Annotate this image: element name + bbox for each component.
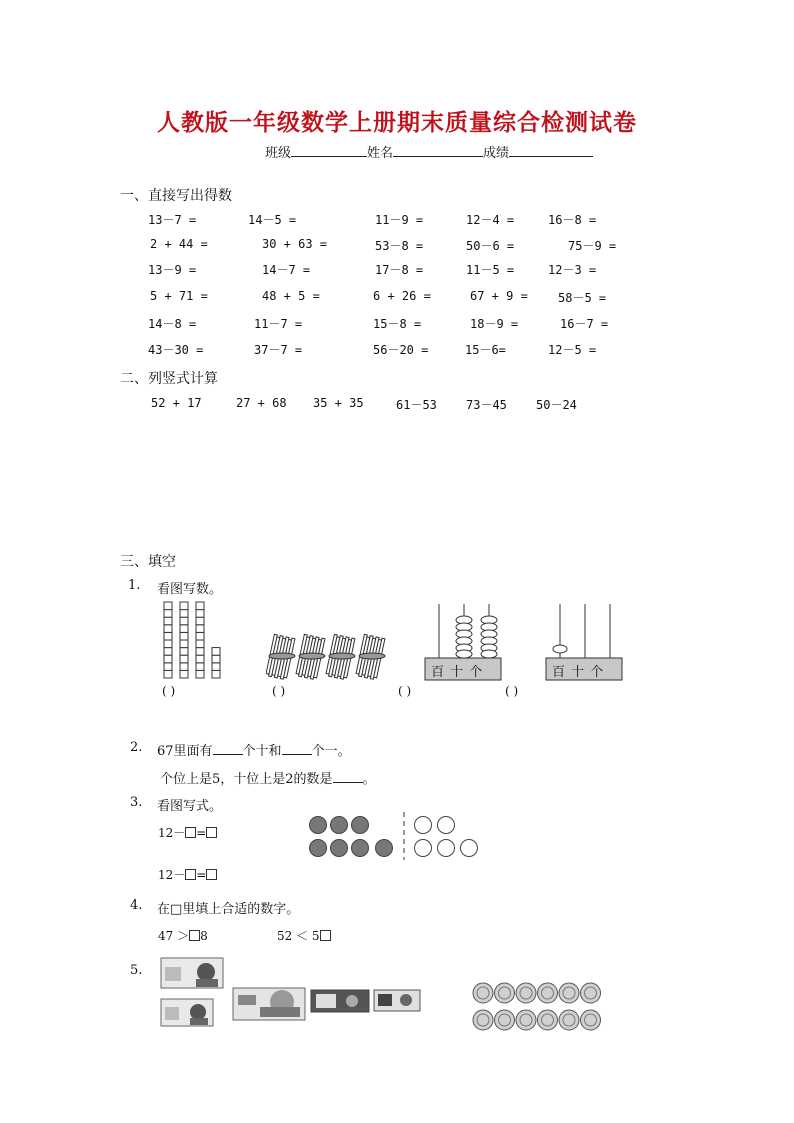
section1-item: 2 + 44 = bbox=[150, 237, 208, 251]
cube-rods-figure bbox=[160, 600, 230, 682]
q3-number: 3. bbox=[130, 795, 143, 810]
banknote-one-jiao bbox=[374, 990, 420, 1011]
unit-cube bbox=[196, 625, 204, 633]
q2-line2-b: 。 bbox=[362, 772, 376, 787]
coin bbox=[473, 1010, 493, 1030]
section1-item: 30 + 63 = bbox=[262, 237, 328, 251]
section2-item: 35 + 35 bbox=[313, 396, 364, 410]
coin bbox=[495, 983, 515, 1003]
q3-eq2-box-a[interactable] bbox=[185, 869, 196, 880]
unit-cube bbox=[180, 648, 188, 656]
section1-item: 67 + 9 = bbox=[470, 289, 528, 303]
q2-line1 bbox=[157, 740, 351, 759]
q2-blank-ones[interactable] bbox=[282, 743, 312, 755]
unit-cube bbox=[180, 655, 188, 663]
q2-blank-number[interactable] bbox=[333, 771, 363, 783]
unit-cube bbox=[180, 640, 188, 648]
q4-expression-1 bbox=[158, 927, 208, 944]
stick-bundle bbox=[266, 634, 295, 679]
q1-text: 看图写数。 bbox=[157, 582, 223, 597]
coins-figure bbox=[470, 980, 610, 1034]
q1-number: 1. bbox=[128, 578, 141, 593]
banknote-ten-yuan-1 bbox=[161, 958, 223, 988]
coin bbox=[581, 1010, 601, 1030]
banknote-ten-yuan-2 bbox=[161, 999, 213, 1026]
coin bbox=[516, 1010, 536, 1030]
unit-cube bbox=[180, 617, 188, 625]
section2-item: 73－45 bbox=[466, 398, 507, 412]
section1-item: 15－6= bbox=[465, 343, 506, 357]
q3-eq1-equals: = bbox=[196, 826, 207, 840]
answer-bracket-3[interactable]: ( ) bbox=[398, 684, 412, 698]
coin bbox=[538, 983, 558, 1003]
section1-item: 14－7 = bbox=[262, 263, 311, 277]
coin bbox=[538, 1010, 558, 1030]
unit-cube bbox=[212, 670, 220, 678]
unit-cube bbox=[196, 648, 204, 656]
coin bbox=[581, 983, 601, 1003]
unit-cube bbox=[164, 610, 172, 618]
section2-item: 61－53 bbox=[396, 398, 437, 412]
unit-cube bbox=[212, 655, 220, 663]
section3-heading: 三、填空 bbox=[120, 554, 176, 570]
unit-cube bbox=[164, 640, 172, 648]
q2-line1-c: 个一。 bbox=[311, 744, 351, 759]
answer-bracket-4[interactable]: ( ) bbox=[505, 684, 519, 698]
q4-expression-2 bbox=[277, 927, 331, 944]
q4-e1-left: 47 ＞ bbox=[158, 929, 190, 943]
section1-item: 16－7 = bbox=[560, 317, 609, 331]
stick-bundle bbox=[296, 634, 325, 679]
class-label: 班级 bbox=[265, 146, 292, 161]
section1-item: 43－30 = bbox=[148, 343, 204, 357]
class-field[interactable] bbox=[291, 144, 367, 157]
coin bbox=[559, 983, 579, 1003]
section1-item: 16－8 = bbox=[548, 213, 597, 227]
stick-bundle bbox=[326, 634, 355, 679]
section2-heading: 二、列竖式计算 bbox=[120, 371, 218, 387]
q2-line1-b: 个十和 bbox=[242, 744, 282, 759]
section1-item: 14－5 = bbox=[248, 213, 297, 227]
section1-item: 14－8 = bbox=[148, 317, 197, 331]
section1-item: 11－9 = bbox=[375, 213, 424, 227]
section1-item: 11－7 = bbox=[254, 317, 303, 331]
q2-line2-a: 个位上是5，十位上是2的数是 bbox=[160, 772, 333, 787]
q2-blank-tens[interactable] bbox=[213, 743, 243, 755]
section2-item: 50－24 bbox=[536, 398, 577, 412]
q5-number: 5. bbox=[130, 963, 143, 978]
q3-equation-1 bbox=[158, 824, 217, 841]
q2-line1-a: 67里面有 bbox=[157, 744, 213, 759]
q4-number: 4. bbox=[130, 898, 143, 913]
q4-e2-box[interactable] bbox=[320, 930, 331, 941]
unit-cube bbox=[164, 625, 172, 633]
section1-item: 17－8 = bbox=[375, 263, 424, 277]
section1-item: 48 + 5 = bbox=[262, 289, 320, 303]
q4-e1-right: 8 bbox=[200, 929, 208, 943]
unit-cube bbox=[164, 655, 172, 663]
unit-cube bbox=[196, 670, 204, 678]
unit-cube bbox=[196, 602, 204, 610]
unit-cube bbox=[180, 670, 188, 678]
q3-eq1-box-b[interactable] bbox=[206, 827, 217, 838]
unit-cube bbox=[196, 617, 204, 625]
abacus-2-label: 百 十 个 bbox=[552, 665, 605, 680]
coin bbox=[473, 983, 493, 1003]
section1-item: 53－8 = bbox=[375, 239, 424, 253]
unit-cube bbox=[164, 602, 172, 610]
section1-item: 12－3 = bbox=[548, 263, 597, 277]
q3-eq1-box-a[interactable] bbox=[185, 827, 196, 838]
q3-eq1-prefix: 12－ bbox=[158, 826, 186, 840]
section1-item: 56－20 = bbox=[373, 343, 429, 357]
section1-item: 13－9 = bbox=[148, 263, 197, 277]
section1-item: 18－9 = bbox=[470, 317, 519, 331]
section1-item: 13－7 = bbox=[148, 213, 197, 227]
unit-cube bbox=[196, 655, 204, 663]
q3-eq2-equals: = bbox=[196, 868, 207, 882]
stick-bundles-figure bbox=[266, 630, 396, 682]
section1-heading: 一、直接写出得数 bbox=[120, 188, 232, 204]
coin bbox=[495, 1010, 515, 1030]
banknotes-figure bbox=[160, 955, 425, 1030]
q3-text: 看图写式。 bbox=[157, 799, 223, 814]
q2-line2 bbox=[160, 768, 376, 787]
circles-figure bbox=[306, 810, 486, 862]
unit-cube bbox=[180, 610, 188, 618]
unit-cube bbox=[164, 617, 172, 625]
q3-eq2-prefix: 12－ bbox=[158, 868, 186, 882]
name-label: 姓名 bbox=[367, 146, 394, 161]
unit-cube bbox=[180, 663, 188, 671]
answer-bracket-2[interactable]: ( ) bbox=[272, 684, 286, 698]
section1-item: 11－5 = bbox=[466, 263, 515, 277]
unit-cube bbox=[196, 632, 204, 640]
page-title: 人教版一年级数学上册期末质量综合检测试卷 bbox=[157, 110, 637, 136]
unit-cube bbox=[164, 648, 172, 656]
name-field[interactable] bbox=[393, 144, 483, 157]
score-label: 成绩 bbox=[483, 146, 510, 161]
unit-cube bbox=[164, 663, 172, 671]
stick-bundle bbox=[356, 634, 385, 679]
section1-item: 37－7 = bbox=[254, 343, 303, 357]
q2-number: 2. bbox=[130, 740, 143, 755]
student-info bbox=[265, 142, 593, 161]
unit-cube bbox=[164, 670, 172, 678]
section1-item: 5 + 71 = bbox=[150, 289, 208, 303]
unit-cube bbox=[164, 632, 172, 640]
unit-cube bbox=[196, 640, 204, 648]
unit-cube bbox=[196, 663, 204, 671]
unit-cube bbox=[180, 632, 188, 640]
section1-item: 6 + 26 = bbox=[373, 289, 431, 303]
unit-cube bbox=[212, 648, 220, 656]
section1-item: 58－5 = bbox=[558, 291, 607, 305]
coin bbox=[516, 983, 536, 1003]
q3-eq2-box-b[interactable] bbox=[206, 869, 217, 880]
section2-item: 27 + 68 bbox=[236, 396, 287, 410]
unit-cube bbox=[196, 610, 204, 618]
q4-e1-box[interactable] bbox=[189, 930, 200, 941]
section1-item: 12－4 = bbox=[466, 213, 515, 227]
unit-cube bbox=[180, 625, 188, 633]
banknote-one-yuan bbox=[311, 990, 369, 1012]
coin bbox=[559, 1010, 579, 1030]
section1-item: 12－5 = bbox=[548, 343, 597, 357]
section1-item: 75－9 = bbox=[568, 239, 617, 253]
unit-cube bbox=[180, 602, 188, 610]
section1-item: 15－8 = bbox=[373, 317, 422, 331]
q4-text: 在□里填上合适的数字。 bbox=[157, 902, 300, 917]
q3-equation-2 bbox=[158, 866, 217, 883]
section2-item: 52 + 17 bbox=[151, 396, 202, 410]
abacus-1-label: 百 十 个 bbox=[431, 665, 484, 680]
score-field[interactable] bbox=[509, 144, 593, 157]
unit-cube bbox=[212, 663, 220, 671]
q4-e2-left: 52 ＜ 5 bbox=[277, 929, 320, 943]
answer-bracket-1[interactable]: ( ) bbox=[162, 684, 176, 698]
section1-item: 50－6 = bbox=[466, 239, 515, 253]
banknote-five-yuan bbox=[233, 988, 305, 1020]
